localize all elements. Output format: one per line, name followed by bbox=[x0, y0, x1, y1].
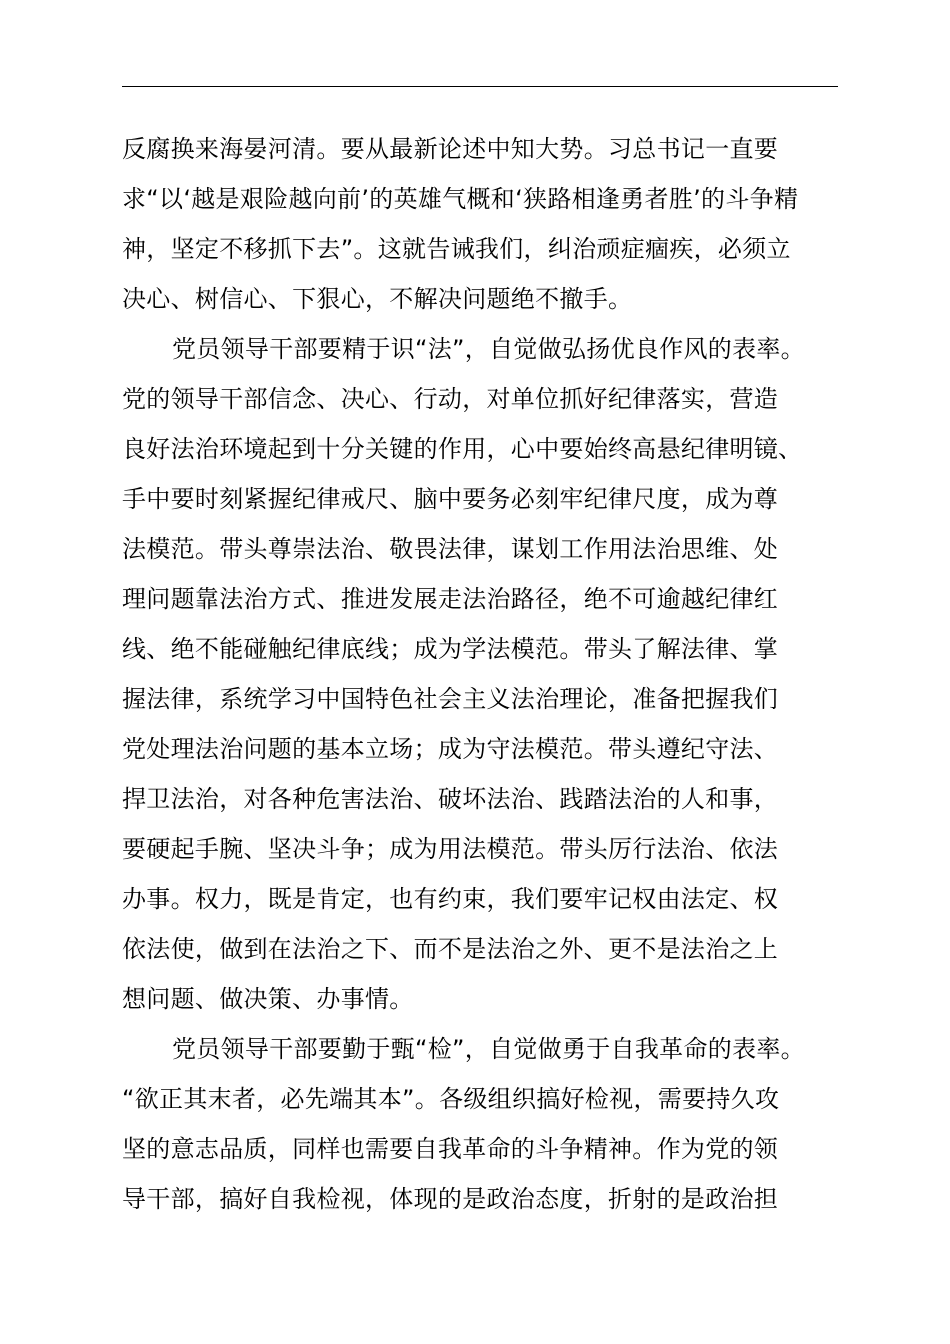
text-line: 求“以‘越是艰险越向前’的英雄气概和‘狭路相逢勇者胜’的斗争精 bbox=[122, 185, 799, 213]
text-line: 良好法治环境起到十分关键的作用，心中要始终高悬纪律明镜、 bbox=[122, 435, 803, 463]
text-line: 党的领导干部信念、决心、行动，对单位抓好纪律落实，营造 bbox=[122, 385, 779, 413]
text-line: 想问题、做决策、办事情。 bbox=[122, 985, 414, 1013]
text-line: 党处理法治问题的基本立场；成为守法模范。带头遵纪守法、 bbox=[122, 735, 779, 763]
text-line: 法模范。带头尊崇法治、敬畏法律，谋划工作用法治思维、处 bbox=[122, 535, 779, 563]
text-line: 捍卫法治，对各种危害法治、破坏法治、践踏法治的人和事， bbox=[122, 785, 779, 813]
text-line: 决心、树信心、下狠心，不解决问题绝不撤手。 bbox=[122, 285, 633, 313]
text-line: 握法律，系统学习中国特色社会主义法治理论，准备把握我们 bbox=[122, 685, 779, 713]
text-line: “欲正其末者，必先端其本”。各级组织搞好检视，需要持久攻 bbox=[122, 1085, 780, 1113]
paragraph-heading-line: 党员领导干部要精于识“法”，自觉做弘扬优良作风的表率。 bbox=[172, 335, 805, 363]
text-line: 办事。权力，既是肯定，也有约束，我们要牢记权由法定、权 bbox=[122, 885, 779, 913]
header-rule bbox=[122, 86, 838, 87]
text-line: 理问题靠法治方式、推进发展走法治路径，绝不可逾越纪律红 bbox=[122, 585, 779, 613]
text-line: 导干部，搞好自我检视，体现的是政治态度，折射的是政治担 bbox=[122, 1185, 779, 1213]
body-text bbox=[122, 124, 838, 1224]
text-line: 线、绝不能碰触纪律底线；成为学法模范。带头了解法律、掌 bbox=[122, 635, 779, 663]
text-line: 依法使，做到在法治之下、而不是法治之外、更不是法治之上 bbox=[122, 935, 779, 963]
text-line: 要硬起手腕、坚决斗争；成为用法模范。带头厉行法治、依法 bbox=[122, 835, 779, 863]
text-line: 坚的意志品质，同样也需要自我革命的斗争精神。作为党的领 bbox=[122, 1135, 779, 1163]
text-line: 反腐换来海晏河清。要从最新论述中知大势。习总书记一直要 bbox=[122, 135, 779, 163]
text-line: 神，坚定不移抓下去”。这就告诫我们，纠治顽症痼疾，必须立 bbox=[122, 235, 791, 263]
text-line: 手中要时刻紧握纪律戒尺、脑中要务必刻牢纪律尺度，成为尊 bbox=[122, 485, 779, 513]
paragraph-heading-line: 党员领导干部要勤于甄“检”，自觉做勇于自我革命的表率。 bbox=[172, 1035, 805, 1063]
